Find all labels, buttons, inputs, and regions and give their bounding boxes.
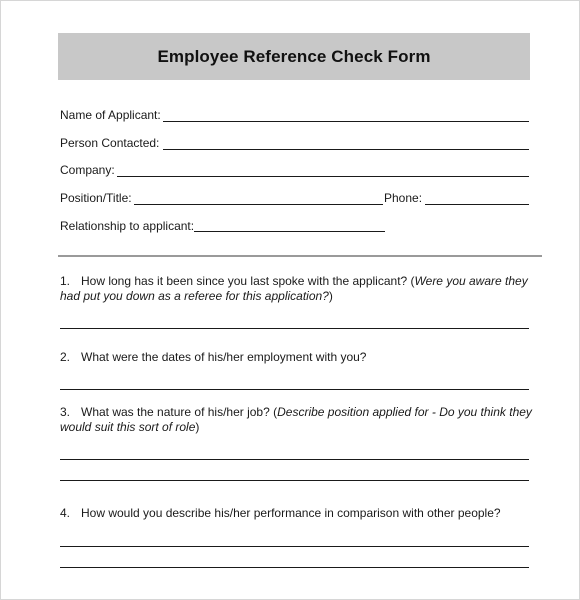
question-hint: Describe position applied for - Do you think they would suit this sort of role (60, 405, 532, 434)
question-text: What was the nature of his/her job? ( (81, 405, 278, 419)
question-text: How long has it been since you last spoke with the applicant? ( (81, 274, 415, 288)
answer-line-3a[interactable] (60, 459, 529, 460)
phone-field[interactable] (425, 204, 529, 205)
position-title-label: Position/Title: (60, 191, 132, 205)
question-number: 3. (60, 405, 71, 419)
answer-line-1[interactable] (60, 328, 529, 329)
phone-label: Phone: (384, 191, 423, 205)
relationship-field[interactable] (194, 231, 385, 232)
answer-line-4b[interactable] (60, 567, 529, 568)
section-divider (58, 255, 542, 257)
question-hint: Were you aware they had put you down as a referee for this application? (60, 274, 528, 303)
question-4 (60, 506, 535, 521)
question-number: 1. (60, 274, 71, 288)
question-number: 4. (60, 506, 71, 520)
form-title: Employee Reference Check Form (157, 46, 431, 66)
relationship-label: Relationship to applicant: (60, 219, 195, 233)
question-1 (60, 274, 535, 304)
title-banner (58, 33, 530, 80)
question-2 (60, 350, 535, 365)
question-text: What were the dates of his/her employment with you? (81, 350, 367, 364)
position-title-field[interactable] (134, 204, 383, 205)
name-of-applicant-label: Name of Applicant: (60, 108, 161, 122)
company-field[interactable] (117, 176, 529, 177)
question-close: ) (195, 420, 200, 434)
person-contacted-field[interactable] (163, 149, 529, 150)
question-close: ) (328, 289, 333, 303)
answer-line-3b[interactable] (60, 480, 529, 481)
question-text: How would you describe his/her performance in comparison with other people? (81, 506, 501, 520)
person-contacted-label: Person Contacted: (60, 136, 160, 150)
name-of-applicant-field[interactable] (163, 121, 529, 122)
answer-line-2[interactable] (60, 389, 529, 390)
answer-line-4a[interactable] (60, 546, 529, 547)
company-label: Company: (60, 163, 115, 177)
question-number: 2. (60, 350, 71, 364)
question-3 (60, 405, 535, 435)
